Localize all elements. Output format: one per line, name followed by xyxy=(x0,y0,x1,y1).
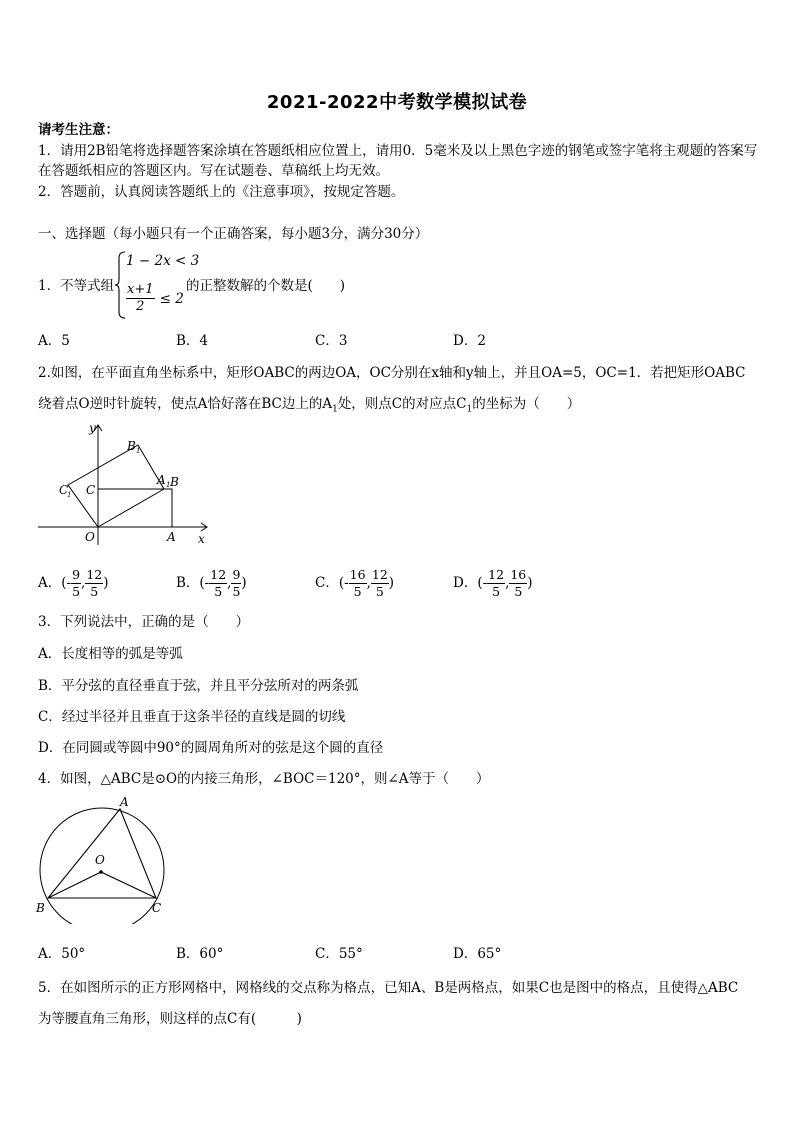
q2-option-d: D．(- $\frac{12}{5}$ , $\frac{16}{5}$ ) xyxy=(453,567,533,599)
q4-option-a: A．50° xyxy=(38,946,86,962)
label-b: B xyxy=(36,901,45,915)
q4-option-b: B．60° xyxy=(176,946,224,962)
section-heading: 一、选择题（每小题只有一个正确答案，每小题3分，满分30分） xyxy=(38,226,429,242)
q4-option-d: D．65° xyxy=(453,946,502,962)
q5-line-1: 5．在如图所示的正方形网格中，网格线的交点称为格点，已知A、B是两格点，如果C也是图中的格点，且使得△ABC xyxy=(38,980,739,996)
center-point xyxy=(99,870,103,874)
label-b: B xyxy=(170,475,179,489)
label-a: A xyxy=(120,795,129,809)
label-a: A xyxy=(167,530,176,544)
rect-rotated xyxy=(68,445,164,527)
q1-option-b: B．4 xyxy=(176,333,209,349)
notice-heading: 请考生注意： xyxy=(38,122,119,138)
q5-line-2: 为等腰直角三角形，则这样的点C有( ) xyxy=(38,1011,302,1027)
q2-line-1: 2.如图，在平面直角坐标系中，矩形OABC的两边OA，OC分别在x轴和y轴上，并且OA=5，OC=1．若把矩形OABC xyxy=(38,365,746,381)
q1-inequality-2 xyxy=(126,282,184,315)
q2-figure xyxy=(36,420,216,550)
q1-option-d: D．2 xyxy=(453,333,486,349)
label-b1: B xyxy=(127,439,136,453)
label-a1-sub: 1 xyxy=(166,481,171,489)
q1-option-c: C．3 xyxy=(315,333,348,349)
rect-oabc xyxy=(98,489,172,527)
label-o: O xyxy=(95,853,105,867)
q1-frac-num: x+1 xyxy=(127,282,154,297)
label-c1: C xyxy=(59,483,69,497)
q2-option-b: B．(- $\frac{12}{5}$ , $\frac{9}{5}$ ) xyxy=(176,567,247,599)
label-c1-sub: 1 xyxy=(67,491,72,499)
q3-option-a: A．长度相等的弧是等弧 xyxy=(38,646,183,662)
label-y: y xyxy=(89,421,96,435)
angle-boc xyxy=(48,872,156,898)
page-title: 2021-2022中考数学模拟试卷 xyxy=(266,92,528,113)
q1-frac-den: 2 xyxy=(136,299,145,314)
notice-item-1: 1．请用2B铅笔将选择题答案涂填在答题纸相应位置上，请用0．5毫米及以上黑色字迹的钢笔或签字笔将主观题的答案写在答题纸相应的答题区内。写在试题卷、草稿纸上均无效。 xyxy=(38,143,758,179)
q3-option-b: B．平分弦的直径垂直于弦，并且平分弦所对的两条弧 xyxy=(38,678,359,694)
q1-inequality-1: 1 − 2x < 3 xyxy=(126,253,200,269)
q4-figure xyxy=(34,794,174,924)
q1-option-a: A．5 xyxy=(38,333,70,349)
label-b1-sub: 1 xyxy=(136,447,141,455)
label-a1: A xyxy=(157,473,166,487)
q2-line-2: 绕着点O逆时针旋转，使点A恰好落在BC边上的$A_1$处，则点C的对应点$C_1$的坐标为（ ） xyxy=(38,396,581,415)
q1-prefix: 1．不等式组 xyxy=(38,278,115,294)
label-x: x xyxy=(198,532,205,546)
notice-item-2: 2．答题前，认真阅读答题纸上的《注意事项》，按规定答题。 xyxy=(38,184,405,200)
q4-stem: 4．如图，△ABC是⊙O的内接三角形，∠BOC＝120°，则∠A等于（ ） xyxy=(38,771,490,787)
q3-stem: 3．下列说法中，正确的是（ ） xyxy=(38,614,250,630)
q2-option-c: C．(- $\frac{16}{5}$ , $\frac{12}{5}$ ) xyxy=(315,567,395,599)
label-o: O xyxy=(85,530,95,544)
label-c: C xyxy=(86,483,96,497)
q3-option-c: C．经过半径并且垂直于这条半径的直线是圆的切线 xyxy=(38,709,346,725)
q1-inequality-tail: ≤ 2 xyxy=(159,291,184,307)
q4-option-c: C．55° xyxy=(315,946,363,962)
q3-option-d: D．在同圆或等圆中90°的圆周角所对的弦是这个圆的直径 xyxy=(38,740,384,756)
q1-suffix: 的正整数解的个数是( ) xyxy=(186,278,346,294)
q2-option-a: A．(- $\frac{9}{5}$ , $\frac{12}{5}$ ) xyxy=(38,567,109,599)
label-c: C xyxy=(152,901,162,915)
